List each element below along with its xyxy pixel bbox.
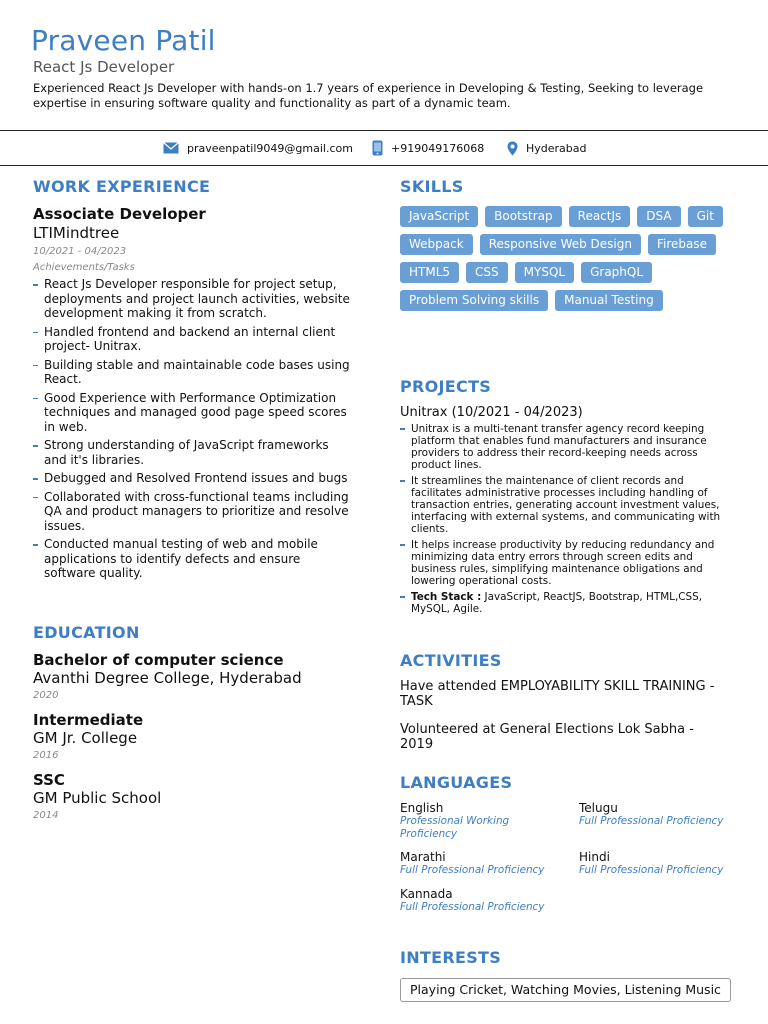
skill-tag: Bootstrap xyxy=(485,206,561,227)
work-bullets xyxy=(33,277,355,581)
tech-stack-item xyxy=(400,591,730,615)
skill-tag: Responsive Web Design xyxy=(480,234,641,255)
language-item xyxy=(400,887,570,914)
list-item: Handled frontend and backend an internal client project- Unitrax. xyxy=(33,325,355,354)
list-item: Conducted manual testing of web and mobile applications to identify defects and ensure software quality. xyxy=(33,537,355,581)
email-text: praveenpatil9049@gmail.com xyxy=(187,141,353,155)
education-entry xyxy=(33,651,363,701)
job-title: Associate Developer xyxy=(33,205,206,223)
education-entry xyxy=(33,711,363,761)
school: GM Jr. College xyxy=(33,729,138,747)
language-item xyxy=(400,801,560,840)
skill-tag: DSA xyxy=(637,206,680,227)
school: GM Public School xyxy=(33,789,162,807)
language-level: Full Professional Proficiency xyxy=(579,864,724,876)
skill-tag: Webpack xyxy=(400,234,473,255)
language-level: Full Professional Proficiency xyxy=(400,901,545,913)
language-level: Full Professional Proficiency xyxy=(579,815,724,827)
list-item: Debugged and Resolved Frontend issues and bugs xyxy=(33,471,355,486)
list-item: It helps increase productivity by reducing redundancy and minimizing data entry errors through screen edits and business rules, simplifying maintenance obligations and lowering operational costs. xyxy=(400,539,730,587)
skills-list xyxy=(400,206,730,318)
location-pin-icon xyxy=(507,141,518,156)
language-name: Hindi xyxy=(579,850,610,864)
summary: Experienced React Js Developer with hands-on 1.7 years of experience in Developing & Testing, Seeking to leverage expertise in ensuring software quality and functionality as part of a dynamic team. xyxy=(33,81,704,110)
language-item xyxy=(579,801,749,828)
list-item: Strong understanding of JavaScript frameworks and it's libraries. xyxy=(33,438,355,467)
language-item xyxy=(579,850,749,877)
achievements-label: Achievements/Tasks xyxy=(33,262,135,273)
project-bullets xyxy=(400,423,730,615)
activity-item: Volunteered at General Elections Lok Sabha - 2019 xyxy=(400,722,694,752)
tech-stack-value: JavaScript, ReactJS, Bootstrap, HTML,CSS, MySQL, Agile. xyxy=(411,591,703,615)
divider-top xyxy=(0,130,768,131)
activity-item: Have attended EMPLOYABILITY SKILL TRAINING - TASK xyxy=(400,679,715,709)
language-level: Full Professional Proficiency xyxy=(400,864,545,876)
degree: Intermediate xyxy=(33,711,144,729)
skill-tag: HTML5 xyxy=(400,262,459,283)
list-item: Building stable and maintainable code bases using React. xyxy=(33,358,355,387)
section-heading: PROJECTS xyxy=(400,377,492,396)
year: 2014 xyxy=(33,810,59,821)
contact-location xyxy=(507,138,587,158)
skill-tag: Problem Solving skills xyxy=(400,290,548,311)
language-name: Telugu xyxy=(579,801,618,815)
phone-icon xyxy=(372,140,383,156)
skill-tag: CSS xyxy=(466,262,508,283)
skill-tag: Firebase xyxy=(648,234,716,255)
divider-contact xyxy=(0,165,768,166)
candidate-role: React Js Developer xyxy=(33,58,175,76)
language-name: Marathi xyxy=(400,850,446,864)
skill-tag: Git xyxy=(688,206,723,227)
section-heading: ACTIVITIES xyxy=(400,651,502,670)
interests-heading: INTERESTS xyxy=(400,948,502,967)
company-name: LTIMindtree xyxy=(33,224,120,242)
education-entry xyxy=(33,771,363,821)
activities-section xyxy=(400,651,730,752)
degree: Bachelor of computer science xyxy=(33,651,284,669)
language-name: Kannada xyxy=(400,887,453,901)
project-title: Unitrax (10/2021 - 04/2023) xyxy=(400,405,583,420)
school: Avanthi Degree College, Hyderabad xyxy=(33,669,302,687)
languages-heading: LANGUAGES xyxy=(400,773,513,792)
list-item: Collaborated with cross-functional teams including QA and product managers to prioritize and resolve issues. xyxy=(33,490,355,534)
list-item: Good Experience with Performance Optimization techniques and managed good page speed scores in web. xyxy=(33,391,355,435)
location-text: Hyderabad xyxy=(526,141,587,155)
skill-tag: Manual Testing xyxy=(555,290,663,311)
skill-tag: GraphQL xyxy=(581,262,652,283)
year: 2016 xyxy=(33,750,59,761)
section-heading: WORK EXPERIENCE xyxy=(33,177,211,196)
work-experience-section xyxy=(33,177,363,585)
job-dates: 10/2021 - 04/2023 xyxy=(33,246,127,257)
projects-section xyxy=(400,377,730,619)
candidate-name: Praveen Patil xyxy=(31,24,216,57)
interest-tag: Playing Cricket, Watching Movies, Listening Music xyxy=(400,978,731,1002)
envelope-icon xyxy=(163,142,179,154)
list-item: It streamlines the maintenance of client records and facilitates administrative processes including handling of transaction entries, generating account investment values, interfacing with external systems, and communicating with clients. xyxy=(400,475,730,535)
contact-email[interactable] xyxy=(163,138,353,158)
skill-tag: ReactJs xyxy=(569,206,631,227)
list-item: React Js Developer responsible for project setup, deployments and project launch activities, website development making it from scratch. xyxy=(33,277,355,321)
skill-tag: JavaScript xyxy=(400,206,478,227)
list-item: Unitrax is a multi-tenant transfer agency record keeping platform that enables fund manufacturers and insurance providers to address their record-keeping needs across product lines. xyxy=(400,423,730,471)
language-name: English xyxy=(400,801,444,815)
tech-stack-label: Tech Stack : xyxy=(411,591,482,603)
phone-text: +919049176068 xyxy=(391,141,485,155)
skills-heading: SKILLS xyxy=(400,177,464,196)
education-section xyxy=(33,623,363,821)
language-item xyxy=(400,850,570,877)
skill-tag: MYSQL xyxy=(515,262,574,283)
degree: SSC xyxy=(33,771,65,789)
language-level: Professional Working Proficiency xyxy=(400,815,510,840)
year: 2020 xyxy=(33,690,59,701)
contact-phone[interactable] xyxy=(372,138,484,158)
section-heading: EDUCATION xyxy=(33,623,140,642)
